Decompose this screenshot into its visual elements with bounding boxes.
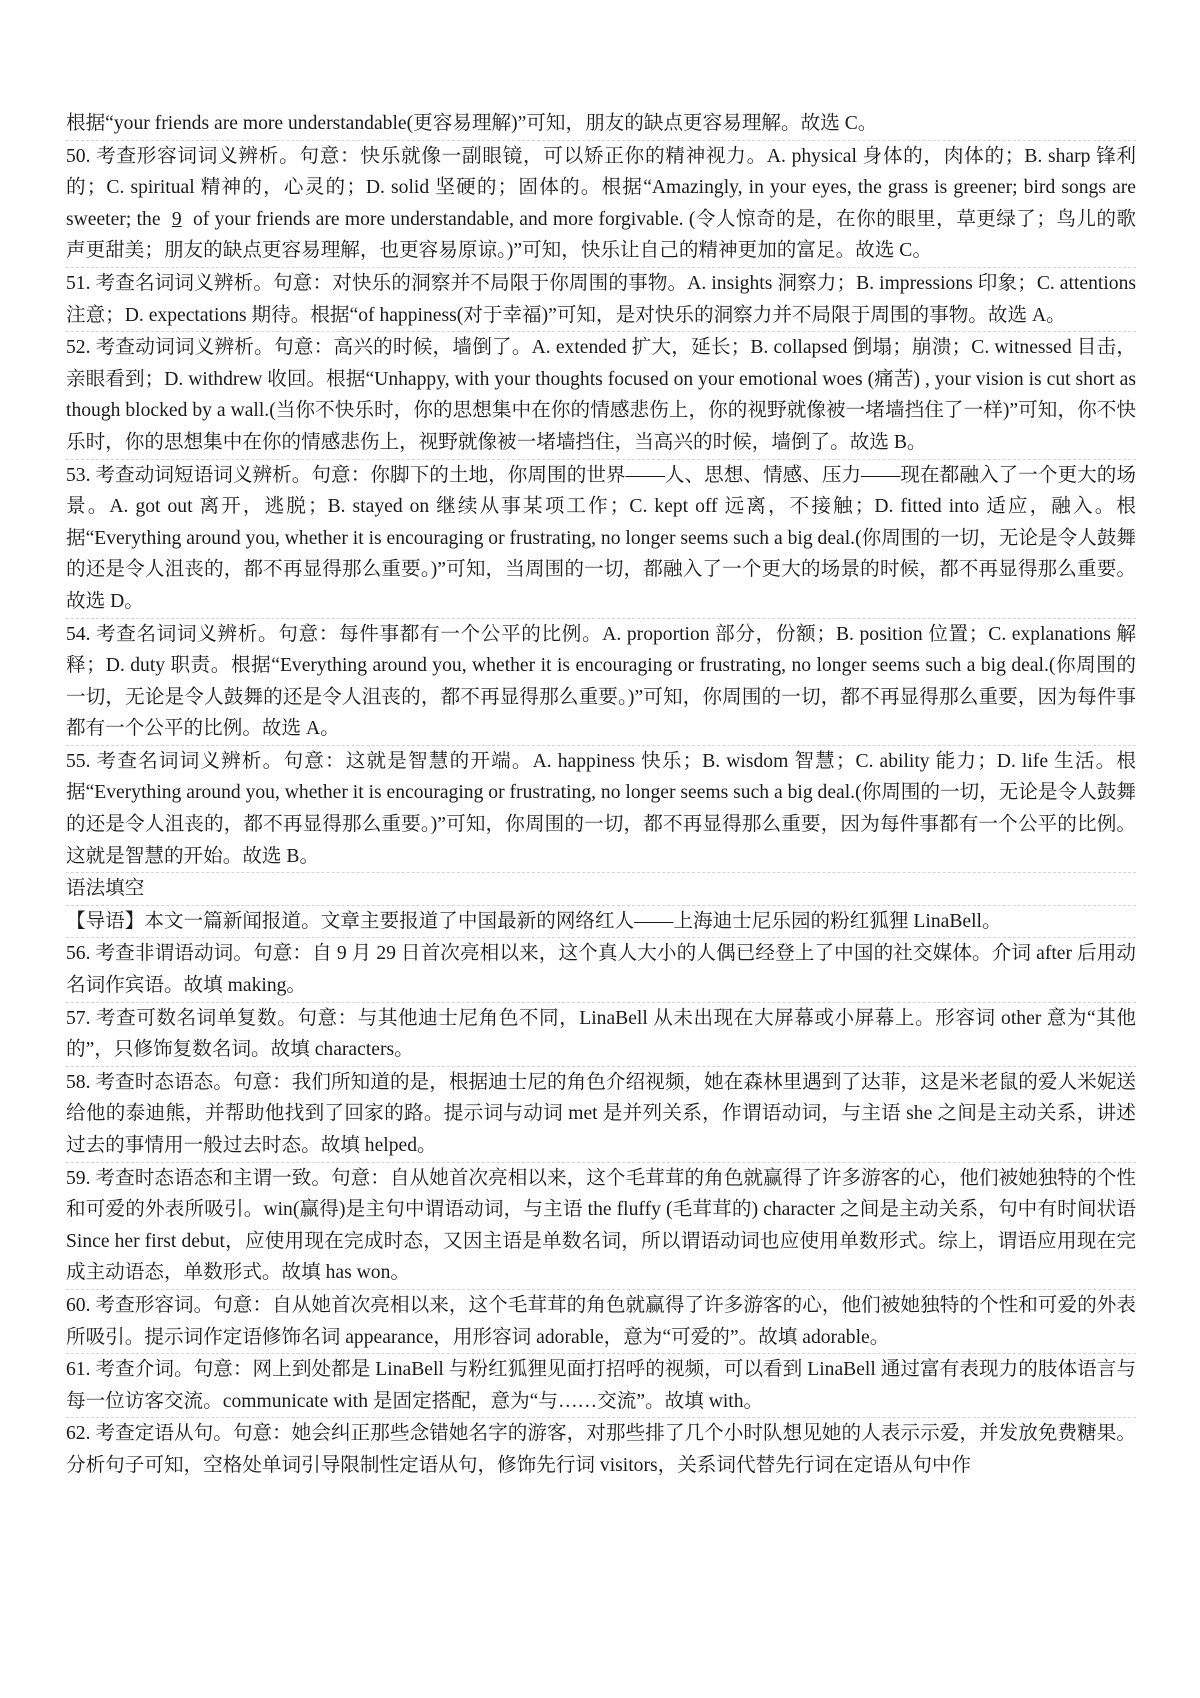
guide-paragraph: 【导语】本文一篇新闻报道。文章主要报道了中国最新的网络红人——上海迪士尼乐园的粉红狐狸 LinaBell。 (66, 906, 1136, 939)
paragraph-62: 62. 考查定语从句。句意：她会纠正那些念错她名字的游客，对那些排了几个小时队想见她的人表示示爱，并发放免费糖果。分析句子可知，空格处单词引导限制性定语从句，修饰先行词 visitors，关系词代替先行词在定语从句中作 (66, 1423, 1136, 1476)
paragraph-50-after: of your friends are more understandable, and more forgivable. (令人惊奇的是，在你的眼里，草更绿了；鸟儿的歌声更甜美；朋友的缺点更容易理解，也更容易原谅。)”可知，快乐让自己的精神更加的富足。故选 C。 (66, 208, 1136, 262)
paragraph-57: 57. 考查可数名词单复数。句意：与其他迪士尼角色不同，LinaBell 从未出现在大屏幕或小屏幕上。形容词 other 意为“其他的”，只修饰复数名词。故填 characters。 (66, 1003, 1136, 1067)
blank-9: 9 (171, 208, 182, 230)
paragraph-50-before: 50. 考查形容词词义辨析。句意：快乐就像一副眼镜，可以矫正你的精神视力。A. physical 身体的，肉体的；B. sharp 锋利的；C. spiritual 精神的，心灵的；D. solid 坚硬的；固体的。根据“Amazingly, in your eyes, the grass is greener; bird songs are sweeter; the (66, 145, 1136, 230)
paragraph-49-end: 根据“your friends are more understandable(更容易理解)”可知，朋友的缺点更容易理解。故选 C。 (66, 108, 1136, 141)
paragraph-54: 54. 考查名词词义辨析。句意：每件事都有一个公平的比例。A. proportion 部分，份额；B. position 位置；C. explanations 解释；D. duty 职责。根据“Everything around you, whether it is encouraging or frustrating, no longer seems such a big deal.(你周围的一切，无论是令人鼓舞的还是令人沮丧的，都不再显得那么重要。)”可知，你周围的一切，都不再显得那么重要，因为每件事都有一个公平的比例。故选 A。 (66, 619, 1136, 746)
paragraph-52: 52. 考查动词词义辨析。句意：高兴的时候，墙倒了。A. extended 扩大，延长；B. collapsed 倒塌；崩溃；C. witnessed 目击，亲眼看到；D. withdrew 收回。根据“Unhappy, with your thoughts focused on your emotional woes (痛苦) , your vision is cut short as though blocked by a wall.(当你不快乐时，你的思想集中在你的情感悲伤上，你的视野就像被一堵墙挡住了一样)”可知，你不快乐时，你的思想集中在你的情感悲伤上，视野就像被一堵墙挡住，当高兴的时候，墙倒了。故选 B。 (66, 332, 1136, 459)
paragraph-61: 61. 考查介词。句意：网上到处都是 LinaBell 与粉红狐狸见面打招呼的视频，可以看到 LinaBell 通过富有表现力的肢体语言与每一位访客交流。communicate with 是固定搭配，意为“与……交流”。故填 with。 (66, 1354, 1136, 1418)
paragraph-51: 51. 考查名词词义辨析。句意：对快乐的洞察并不局限于你周围的事物。A. insights 洞察力；B. impressions 印象；C. attentions 注意；D. expectations 期待。根据“of happiness(对于幸福)”可知，是对快乐的洞察力并不局限于周围的事物。故选 A。 (66, 268, 1136, 332)
paragraph-60: 60. 考查形容词。句意：自从她首次亮相以来，这个毛茸茸的角色就赢得了许多游客的心，他们被她独特的个性和可爱的外表所吸引。提示词作定语修饰名词 appearance，用形容词 adorable，意为“可爱的”。故填 adorable。 (66, 1290, 1136, 1354)
paragraph-56: 56. 考查非谓语动词。句意：自 9 月 29 日首次亮相以来，这个真人大小的人偶已经登上了中国的社交媒体。介词 after 后用动名词作宾语。故填 making。 (66, 938, 1136, 1002)
paragraph-58: 58. 考查时态语态。句意：我们所知道的是，根据迪士尼的角色介绍视频，她在森林里遇到了达菲，这是米老鼠的爱人米妮送给他的泰迪熊，并帮助他找到了回家的路。提示词与动词 met 是并列关系，作谓语动词，与主语 she 之间是主动关系，讲述过去的事情用一般过去时态。故填 helped。 (66, 1067, 1136, 1163)
section-title: 语法填空 (66, 873, 1136, 906)
document-body (66, 108, 1136, 1482)
paragraph-59: 59. 考查时态语态和主谓一致。句意：自从她首次亮相以来，这个毛茸茸的角色就赢得了许多游客的心，他们被她独特的个性和可爱的外表所吸引。win(赢得)是主句中谓语动词，与主语 the fluffy (毛茸茸的) character 之间是主动关系，句中有时间状语 Since her first debut，应使用现在完成时态，又因主语是单数名词，所以谓语动词也应使用单数形式。综上，谓语应用现在完成主动语态，单数形式。故填 has won。 (66, 1163, 1136, 1290)
paragraph-55: 55. 考查名词词义辨析。句意：这就是智慧的开端。A. happiness 快乐；B. wisdom 智慧；C. ability 能力；D. life 生活。根据“Everything around you, whether it is encouraging or frustrating, no longer seems such a big deal.(你周围的一切，无论是令人鼓舞的还是令人沮丧的，都不再显得那么重要。)”可知，你周围的一切，都不再显得那么重要，因为每件事都有一个公平的比例。这就是智慧的开始。故选 B。 (66, 746, 1136, 873)
paragraph-53: 53. 考查动词短语词义辨析。句意：你脚下的土地，你周围的世界——人、思想、情感、压力——现在都融入了一个更大的场景。A. got out 离开，逃脱；B. stayed on 继续从事某项工作；C. kept off 远离，不接触；D. fitted into 适应，融入。根据“Everything around you, whether it is encouraging or frustrating, no longer seems such a big deal.(你周围的一切，无论是令人鼓舞的还是令人沮丧的，都不再显得那么重要。)”可知，当周围的一切，都融入了一个更大的场景的时候，都不再显得那么重要。故选 D。 (66, 460, 1136, 619)
paragraph-50 (66, 141, 1136, 268)
